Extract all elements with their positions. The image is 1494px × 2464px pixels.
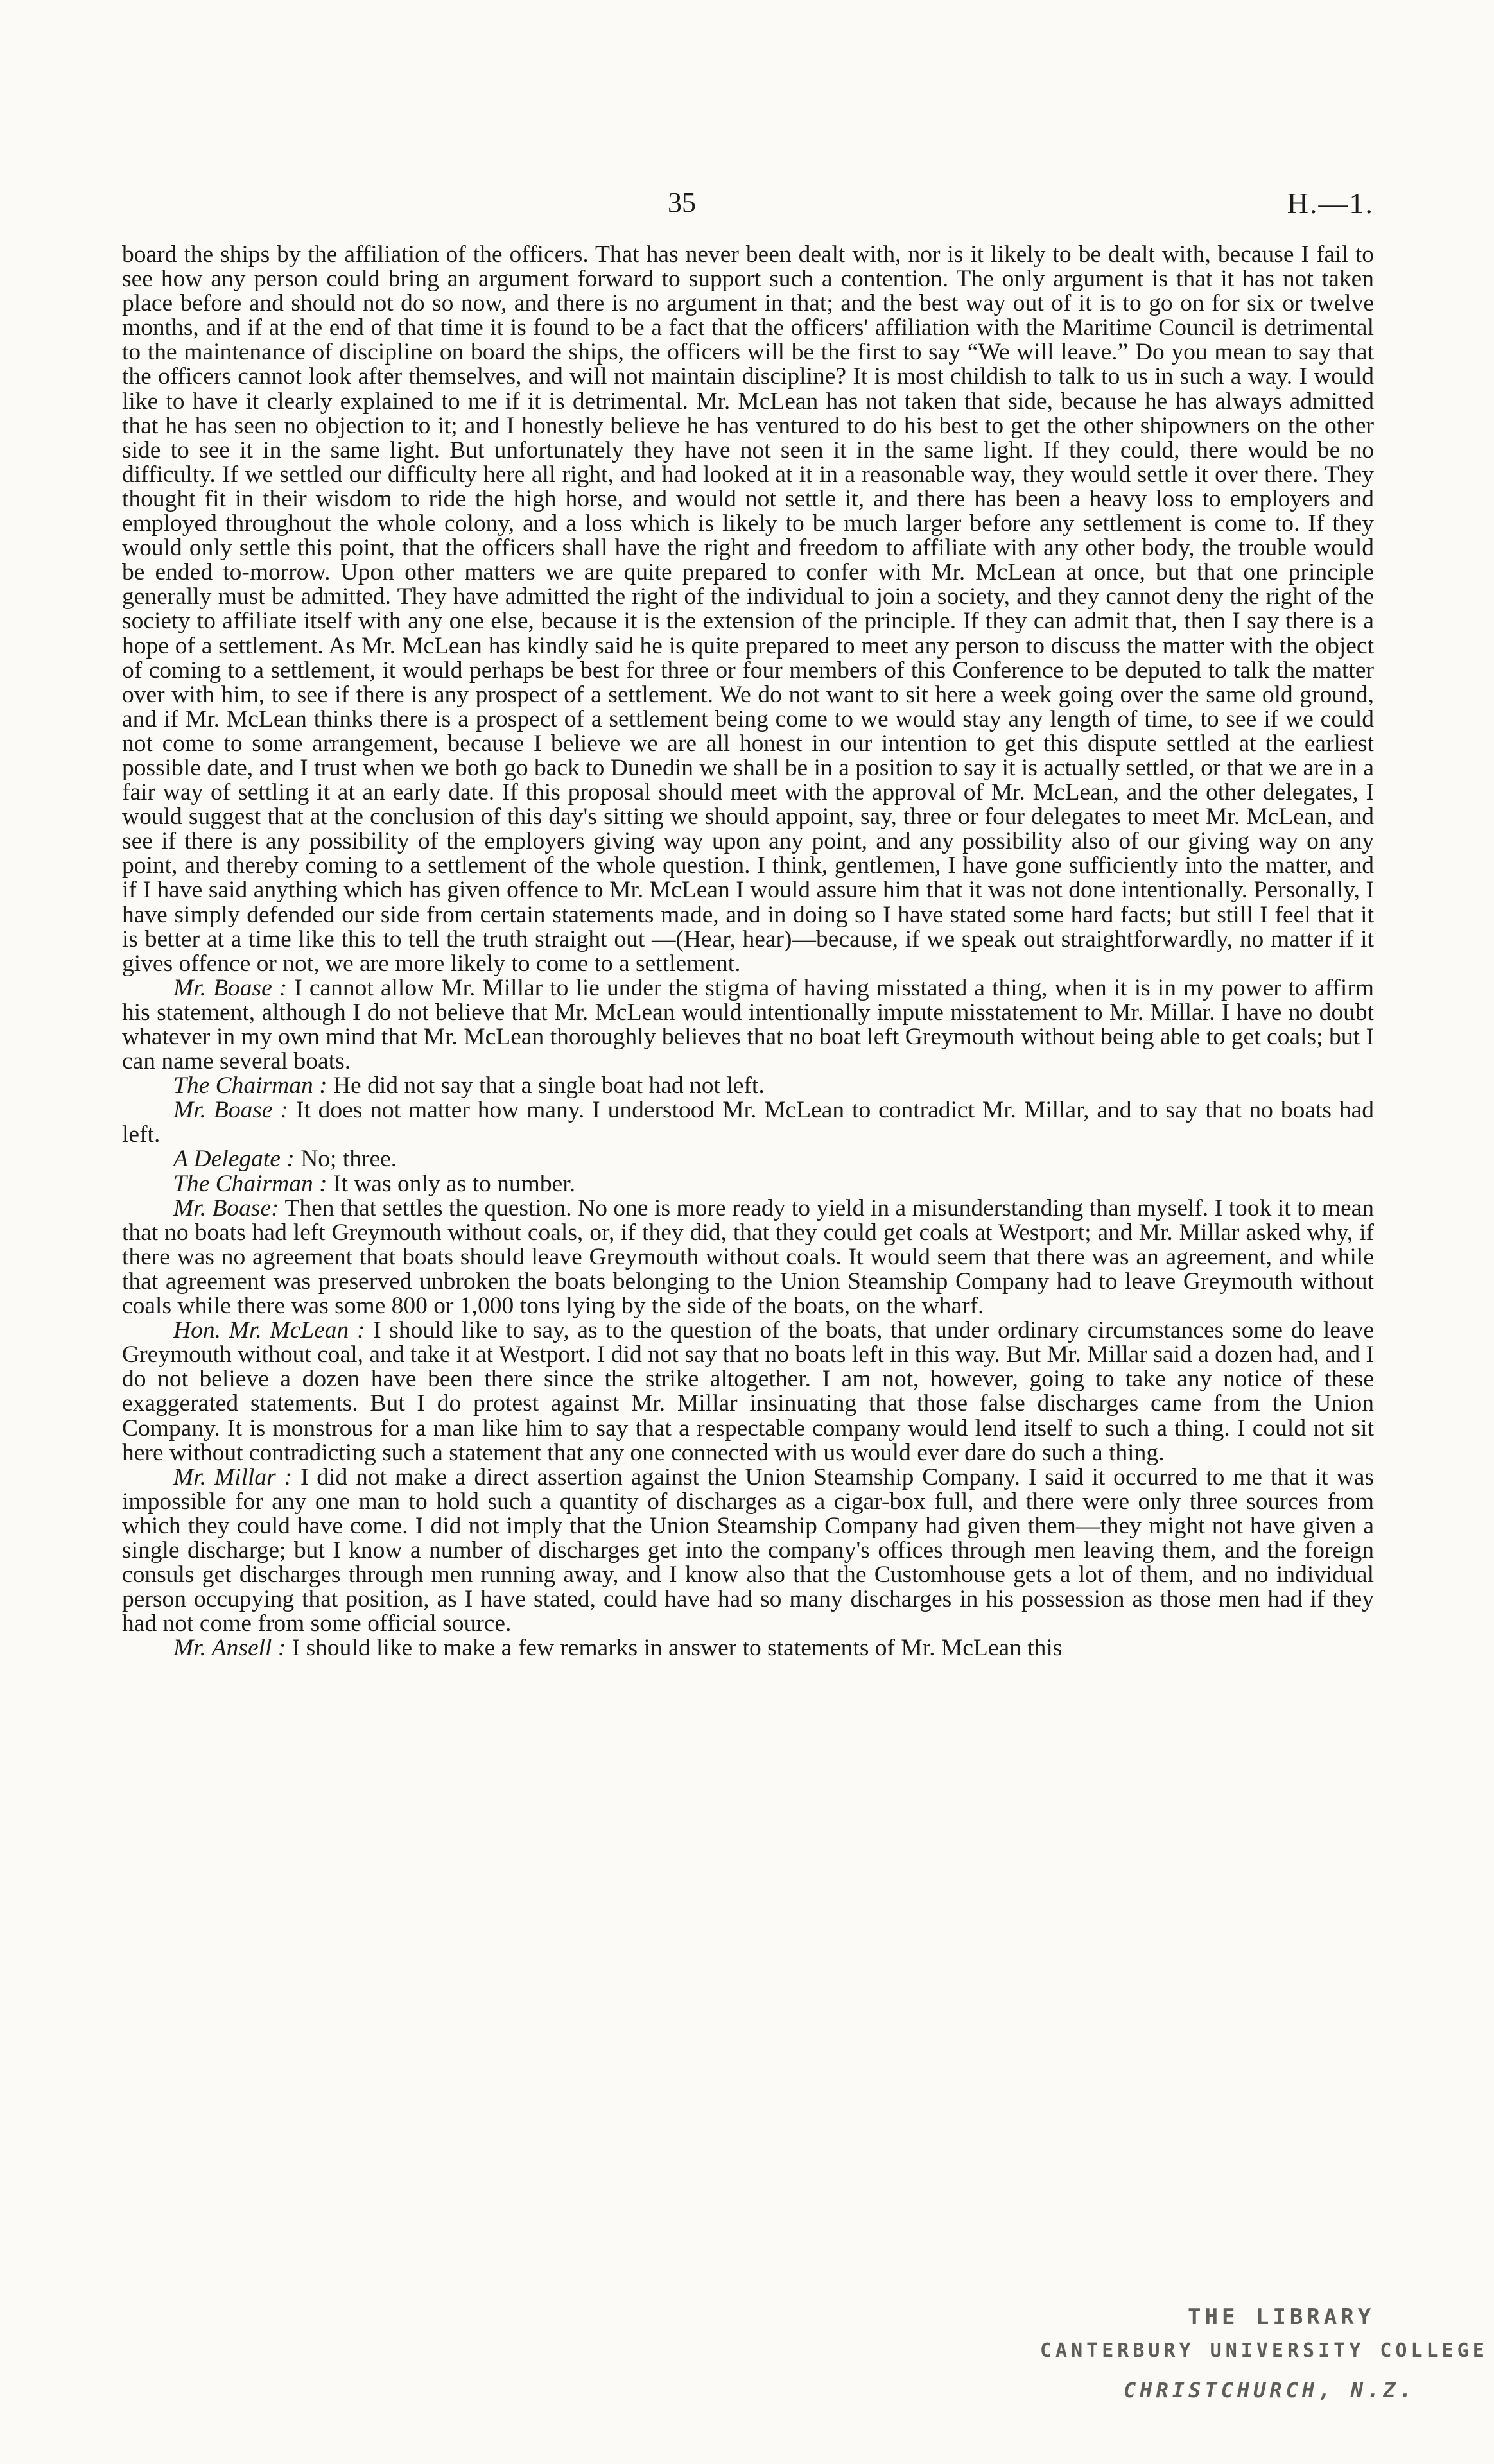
speaker-name: Mr. Boase : <box>173 1097 288 1124</box>
body-text <box>122 243 1374 1660</box>
paragraph-text: board the ships by the affiliation of the officers. That has never been dealt with, nor is it likely to be dealt with, because I fail to see how any person could bring an argument forward to support such a contention. The only argument is that it has not taken place before and should not do so now, and there is no argument in that; and the best way out of it is to go on for six or twelve months, and if at the end of that time it is found to be a fact that the officers' affiliation with the Maritime Council is detrimental to the maintenance of discipline on board the ships, the officers will be the first to say “We will leave.” Do you mean to say that the officers cannot look after themselves, and will not maintain discipline? It is most childish to talk to us in such a way. I would like to have it clearly explained to me if it is detrimental. Mr. McLean has not taken that side, because he has always admitted that he has seen no objection to it; and I honestly believe he has ventured to do his best to get the other shipowners on the other side to see it in the same light. But unfortunately they have not seen it in the same light. If they could, there would be no difficulty. If we settled our difficulty here all right, and had looked at it in a reasonable way, they would settle it over there. They thought fit in their wisdom to ride the high horse, and would not settle it, and there has been a heavy loss to employers and employed throughout the whole colony, and a loss which is likely to be much larger before any settlement is come to. If they would only settle this point, that the officers shall have the right and freedom to affiliate with any other body, the trouble would be ended to-morrow. Upon other matters we are quite prepared to confer with Mr. McLean at once, but that one principle generally must be admitted. They have admitted the right of the individual to join a society, and they cannot deny the right of the society to affiliate itself with any one else, because it is the extension of the principle. If they can admit that, then I say there is a hope of a settlement. As Mr. McLean has kindly said he is quite prepared to meet any person to discuss the matter with the object of coming to a settlement, it would perhaps be best for three or four members of this Conference to be deputed to talk the matter over with him, to see if there is any prospect of a settlement. We do not want to sit here a week going over the same old ground, and if Mr. McLean thinks there is a prospect of a settlement being come to we would stay any length of time, to see if we could not come to some arrangement, because I believe we are all honest in our intention to get this dispute settled at the earliest possible date, and I trust when we both go back to Dunedin we shall be in a position to say it is actually settled, or that we are in a fair way of settling it at an early date. If this proposal should meet with the approval of Mr. McLean, and the other delegates, I would suggest that at the conclusion of this day's sitting we should appoint, say, three or four delegates to meet Mr. McLean, and see if there is any possibility of the employers giving way upon any point, and any possibility also of our giving way on any point, and thereby coming to a settlement of the whole question. I think, gentlemen, I have gone sufficiently into the matter, and if I have said anything which has given offence to Mr. McLean I would assure him that it was not done intentionally. Personally, I have simply defended our side from certain statements made, and in doing so I have stated some hard facts; but still I feel that it is better at a time like this to tell the truth straight out —(Hear, hear)—because, if we speak out straightforwardly, no matter if it gives offence or not, we are more likely to come to a settlement. <box>122 241 1374 977</box>
paragraph-text: I cannot allow Mr. Millar to lie under the stigma of having misstated a thing, when it is in my power to affirm his statement, although I do not believe that Mr. McLean would intentionally impute misstatement to Mr. Millar. I have no doubt whatever in my own mind that Mr. McLean thoroughly believes that no boat left Greymouth without being able to get coals; but I can name several boats. <box>122 974 1374 1075</box>
stamp-line-3: CHRISTCHURCH, N.Z. <box>1124 2378 1416 2402</box>
paragraph-4 <box>122 1147 1374 1171</box>
document-code: H.—1. <box>1287 187 1374 220</box>
paragraph-5 <box>122 1172 1374 1196</box>
paragraph-text: It was only as to number. <box>327 1170 576 1197</box>
paragraph-1 <box>122 976 1374 1074</box>
speaker-name: Mr. Boase : <box>173 974 288 1001</box>
stamp-line-1: THE LIBRARY <box>1188 2304 1375 2330</box>
paragraph-3 <box>122 1098 1374 1147</box>
speaker-name: Hon. Mr. McLean : <box>173 1317 365 1344</box>
paragraph-text: He did not say that a single boat had not left. <box>327 1073 765 1099</box>
page-number: 35 <box>668 187 696 218</box>
paragraph-text: No; three. <box>294 1146 397 1173</box>
page-header <box>122 186 1374 231</box>
speaker-name: Mr. Ansell : <box>173 1635 286 1662</box>
speaker-name: Mr. Boase: <box>173 1194 279 1221</box>
paragraph-7 <box>122 1318 1374 1465</box>
paragraph-2 <box>122 1074 1374 1098</box>
paragraph-text: I did not make a direct assertion against the Union Steamship Company. I said it occurred to me that it was impossible for any one man to hold such a quantity of discharges as a cigar-box full, and there were only three sources from which they could have come. I did not imply that the Union Steamship Company had given them—they might not have given a single discharge; but I know a number of discharges get into the company's offices through men leaving them, and the foreign consuls get discharges through men running away, and I know also that the Customhouse gets a lot of them, and no individual person occupying that position, as I have stated, could have had so many discharges in his possession as those men had if they had not come from some official source. <box>122 1463 1374 1637</box>
paragraph-text: It does not matter how many. I understood Mr. McLean to contradict Mr. Millar, and to say that no boats had left. <box>122 1097 1374 1148</box>
stamp-line-2: CANTERBURY UNIVERSITY COLLEGE <box>1040 2339 1488 2362</box>
speaker-name: A Delegate : <box>173 1146 295 1173</box>
library-stamp <box>1040 2304 1488 2420</box>
paragraph-text: I should like to make a few remarks in answer to statements of Mr. McLean this <box>286 1635 1063 1662</box>
paragraph-6 <box>122 1196 1374 1318</box>
paragraph-9 <box>122 1636 1374 1660</box>
speaker-name: Mr. Millar : <box>173 1463 293 1490</box>
paragraph-text: I should like to say, as to the question of the boats, that under ordinary circumstances some do leave Greymouth without coal, and take it at Westport. I did not say that no boats left in this way. But Mr. Millar said a dozen had, and I do not believe a dozen have been there since the strike altogether. I am not, however, going to take any notice of these exaggerated statements. But I do protest against Mr. Millar insinuating that those false discharges came from the Union Company. It is monstrous for a man like him to say that a respectable company would lend itself to such a thing. I could not sit here without contradicting such a statement that any one connected with us would ever dare do such a thing. <box>122 1317 1374 1466</box>
speaker-name: The Chairman : <box>173 1073 327 1099</box>
paragraph-text: Then that settles the question. No one is more ready to yield in a misunderstanding than myself. I took it to mean that no boats had left Greymouth without coals, or, if they did, that they could get coals at Westport; and Mr. Millar asked why, if there was no agreement that boats should leave Greymouth without coals. It would seem that there was an agreement, and while that agreement was preserved unbroken the boats belonging to the Union Steamship Company had to leave Greymouth without coals while there was some 800 or 1,000 tons lying by the side of the boats, on the wharf. <box>122 1194 1375 1320</box>
speaker-name: The Chairman : <box>173 1170 327 1197</box>
paragraph-8 <box>122 1465 1374 1637</box>
paragraph-0 <box>122 243 1374 976</box>
